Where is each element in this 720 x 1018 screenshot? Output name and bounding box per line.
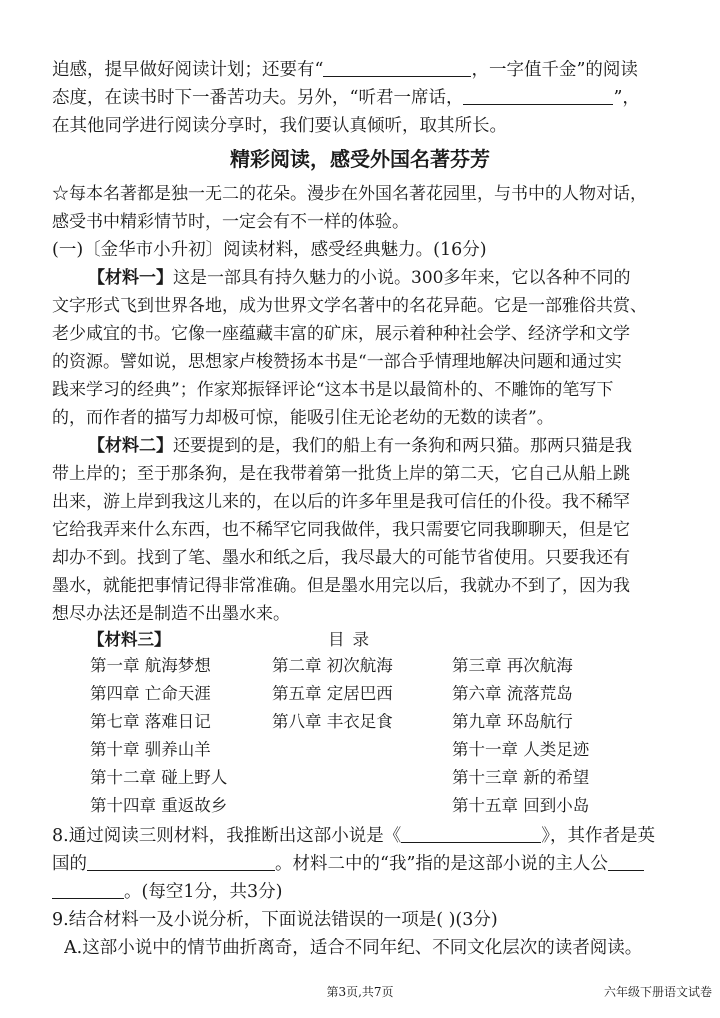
material1-line-1: [52, 264, 672, 292]
intro-line-2: [52, 84, 672, 112]
q8-text: 8.通过阅读三则材料，我推断出这部小说是《: [52, 826, 402, 846]
answer-blank-protagonist[interactable]: [608, 852, 644, 871]
toc-entry: 第十一章 人类足迹: [452, 740, 590, 759]
toc-row: [90, 680, 630, 708]
material2-line-1: [52, 432, 672, 460]
material1-text: 这是一部具有持久魅力的小说。300多年来，它以各种不同的: [173, 268, 631, 288]
q8-text: 。材料二中的“我”指的是这部小说的主人公: [275, 854, 608, 874]
answer-blank[interactable]: [323, 58, 471, 77]
material2-line-5: 却办不到。找到了笔、墨水和纸之后，我尽最大的可能节省使用。只要我还有: [52, 548, 630, 568]
toc-entry: 第七章 落难日记: [90, 712, 211, 731]
paper-title: 六年级下册语文试卷: [603, 985, 712, 999]
answer-blank-book-title[interactable]: [401, 824, 541, 843]
toc-entry: 第十三章 新的希望: [452, 768, 590, 787]
toc-entry: 第三章 再次航海: [452, 656, 573, 675]
material2-line-6: 墨水，就能把事情记得非常准确。但是墨水用完以后，我就办不到了，因为我: [52, 576, 630, 596]
lead-line-1: ☆每本名著都是独一无二的花朵。漫步在外国名著花园里，与书中的人物对话，: [52, 184, 647, 204]
material2-line-7: 想尽办法还是制造不出墨水来。: [52, 604, 290, 624]
intro-text: ”，: [613, 88, 640, 108]
material1-line-3: 老少咸宜的书。它像一座蕴藏丰富的矿床，展示着种种社会学、经济学和文学: [52, 324, 630, 344]
material1-line-2: 文字形式飞到世界各地，成为世界文学名著中的名花异葩。它是一部雅俗共赏、: [52, 296, 647, 316]
material2-text: 还要提到的是，我们的船上有一条狗和两只猫。那两只猫是我: [173, 436, 632, 456]
material1-line-5: 践来学习的经典”；作家郑振铎评论“这本书是以最简朴的、不雕饰的笔写下: [52, 380, 614, 400]
toc-entry: 第四章 亡命天涯: [90, 684, 211, 703]
toc-row: [90, 708, 630, 736]
material2-line-4: 它给我弄来什么东西，也不稀罕它同我做伴，我只需要它同我聊聊天，但是它: [52, 520, 630, 540]
material2-line-2: 带上岸的；至于那条狗，是在我带着第一批货上岸的第二天，它自己从船上跳: [52, 464, 630, 484]
q8-text: 》，其作者是英: [541, 826, 655, 846]
answer-blank[interactable]: [463, 86, 613, 105]
intro-text: 态度，在读书时下一番苦功夫。另外，“听君一席话，: [52, 88, 464, 108]
material3-label: 【材料三】: [88, 630, 171, 649]
material1-label: 【材料一】: [88, 268, 173, 288]
q8-line-1: [52, 822, 672, 850]
toc-title: 目录: [328, 630, 377, 649]
intro-text: 迫感，提早做好阅读计划；还要有“: [52, 60, 324, 80]
q9-option-a[interactable]: A.这部小说中的情节曲折离奇，适合不同年纪、不同文化层次的读者阅读。: [64, 938, 643, 958]
page-number: 第3页,共7页: [326, 985, 394, 999]
answer-blank-protagonist-cont[interactable]: [52, 880, 124, 899]
toc-entry: 第九章 环岛航行: [452, 712, 573, 731]
toc-entry: 第十五章 回到小岛: [452, 796, 590, 815]
toc-entry: 第一章 航海梦想: [90, 656, 211, 675]
intro-text: ，一字值千金”的阅读: [471, 60, 638, 80]
toc-entry: 第十二章 碰上野人: [90, 768, 228, 787]
question-group-header: (一)〔金华市小升初〕阅读材料，感受经典魅力。(16分): [52, 240, 487, 260]
toc-entry: 第十章 驯养山羊: [90, 740, 211, 759]
material2-label: 【材料二】: [88, 436, 173, 456]
q8-line-2: [52, 850, 672, 878]
toc-entry: 第十四章 重返故乡: [90, 796, 228, 815]
material2-line-3: 出来，游上岸到我这儿来的，在以后的许多年里是我可信任的仆役。我不稀罕: [52, 492, 630, 512]
section-title: 精彩阅读，感受外国名著芬芳: [230, 147, 490, 171]
intro-line-1: [52, 56, 672, 84]
material1-line-4: 的资源。譬如说，思想家卢梭赞扬本书是“一部合乎情理地解决问题和通过实: [52, 352, 622, 372]
lead-line-2: 感受书中精彩情节时，一定会有不一样的体验。: [52, 212, 409, 232]
toc-entry: 第五章 定居巴西: [272, 684, 393, 703]
q8-text: 国的: [52, 854, 87, 874]
toc-row: [90, 652, 630, 680]
intro-line-3: 在其他同学进行阅读分享时，我们要认真倾听，取其所长。: [52, 116, 507, 136]
toc-row: [90, 792, 630, 820]
q9-stem: 9.结合材料一及小说分析，下面说法错误的一项是( )(3分): [52, 910, 498, 930]
toc-row: [90, 736, 630, 764]
material1-line-6: 的，而作者的描写力却极可惊，能吸引住无论老幼的无数的读者”。: [52, 408, 554, 428]
toc-entry: 第六章 流落荒岛: [452, 684, 573, 703]
q8-text: 。(每空1分，共3分): [124, 882, 283, 902]
toc-entry: 第二章 初次航海: [272, 656, 393, 675]
q8-line-3: [52, 878, 672, 906]
answer-blank-author[interactable]: [87, 852, 275, 871]
toc-entry: 第八章 丰衣足食: [272, 712, 393, 731]
toc-row: [90, 764, 630, 792]
